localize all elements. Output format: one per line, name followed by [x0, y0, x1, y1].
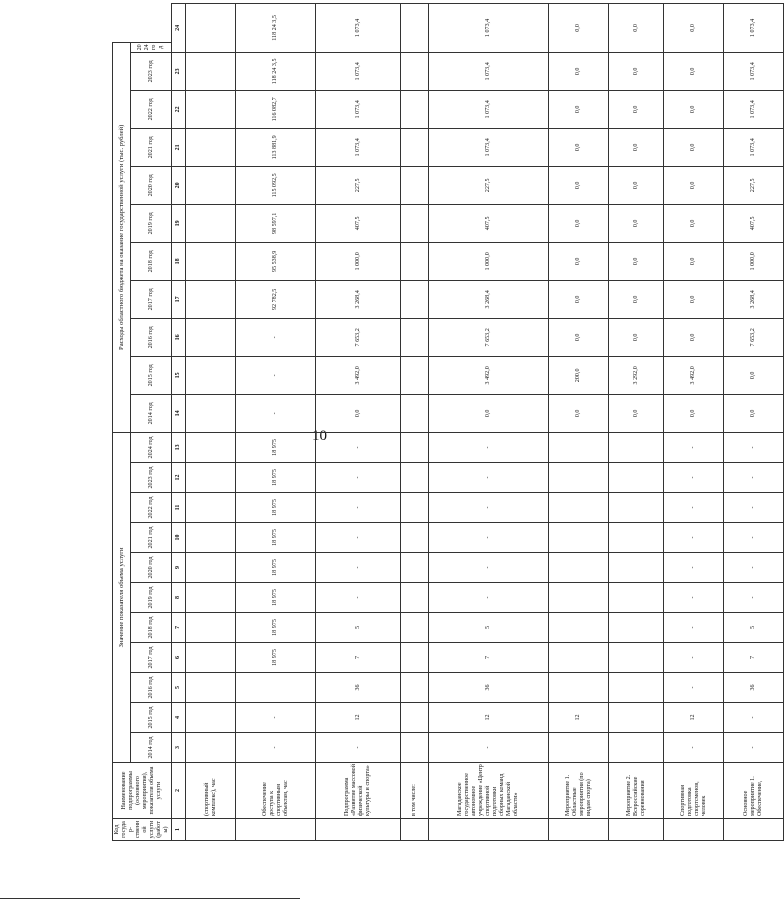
expense-cell: 0,0 [664, 318, 724, 356]
row-code [549, 819, 609, 841]
expense-cell: 113 881,9 [236, 128, 316, 166]
volume-cell: - [724, 703, 784, 733]
row-name: Мероприятие 2. Всероссийские соревнования [609, 763, 664, 819]
volume-cell: 7 [429, 643, 549, 673]
volume-cell: - [429, 432, 549, 462]
expense-cell [186, 90, 236, 128]
expense-cell: 227,5 [316, 166, 401, 204]
expense-cell: 92 782,5 [236, 280, 316, 318]
expense-cell: 0,0 [549, 166, 609, 204]
expense-cell: - [236, 394, 316, 432]
expense-year-header: 2015 год [131, 356, 172, 394]
expense-cell [401, 166, 429, 204]
expense-cell: 0,0 [549, 394, 609, 432]
expense-cell [186, 242, 236, 280]
expense-year-header: 2019 год [131, 204, 172, 242]
volume-cell [609, 613, 664, 643]
volume-cell: - [429, 553, 549, 583]
volume-cell: - [429, 493, 549, 523]
volume-cell: - [429, 523, 549, 553]
row-code [236, 819, 316, 841]
expense-cell: 3 268,4 [316, 280, 401, 318]
volume-year-header: 2016 год [131, 673, 172, 703]
volume-cell [609, 463, 664, 493]
footer-rule [0, 898, 300, 899]
column-number: 4 [172, 703, 186, 733]
expense-year-header: 2023 год [131, 52, 172, 90]
volume-cell: - [664, 613, 724, 643]
volume-cell: - [664, 493, 724, 523]
expense-cell: 0,0 [664, 242, 724, 280]
volume-cell: 18 975 [236, 432, 316, 462]
volume-cell: 5 [724, 613, 784, 643]
column-number: 1 [172, 819, 186, 841]
expense-cell: 1 000,0 [429, 242, 549, 280]
volume-cell [549, 643, 609, 673]
volume-cell [186, 493, 236, 523]
expense-cell: 98 597,1 [236, 204, 316, 242]
column-number: 23 [172, 52, 186, 90]
expense-cell: 227,5 [724, 166, 784, 204]
volume-cell: - [236, 703, 316, 733]
expense-cell: 407,5 [724, 204, 784, 242]
column-number: 7 [172, 613, 186, 643]
volume-cell [549, 673, 609, 703]
column-number: 20 [172, 166, 186, 204]
expense-cell: 3 492,0 [429, 356, 549, 394]
expense-cell: 1 073,4 [429, 128, 549, 166]
volume-cell: - [664, 432, 724, 462]
volume-cell: 12 [549, 703, 609, 733]
expense-cell: 3 268,4 [429, 280, 549, 318]
volume-cell: 7 [724, 643, 784, 673]
column-number: 11 [172, 493, 186, 523]
expense-year-header: 2014 год [131, 394, 172, 432]
table-row [401, 4, 429, 841]
expense-cell [401, 356, 429, 394]
column-number: 5 [172, 673, 186, 703]
expense-cell [186, 52, 236, 90]
expense-cell: 1 073,4 [724, 128, 784, 166]
volume-year-header: 2019 год [131, 583, 172, 613]
volume-cell [401, 432, 429, 462]
expense-cell: 200,0 [549, 356, 609, 394]
expense-cell: 0,0 [609, 166, 664, 204]
volume-cell: 5 [429, 613, 549, 643]
expense-cell: 0,0 [609, 280, 664, 318]
expense-cell: 7 653,2 [724, 318, 784, 356]
volume-cell: 18 975 [236, 553, 316, 583]
header-volume-group: Значение показателя объема услуги [113, 432, 131, 762]
expense-cell: 0,0 [609, 394, 664, 432]
volume-cell: - [316, 432, 401, 462]
volume-cell: - [664, 583, 724, 613]
row-name: Магаданское государственное автономное учреждение «Центр спортивной подготовки сборных команд Магаданской области» [429, 763, 549, 819]
column-number: 12 [172, 463, 186, 493]
column-number: 24 [172, 4, 186, 53]
expense-cell: 0,0 [609, 52, 664, 90]
table-row [236, 4, 316, 841]
expense-cell: 0,0 [609, 90, 664, 128]
expense-cell: 1 073,4 [316, 52, 401, 90]
table-row [186, 4, 236, 841]
expense-cell [401, 204, 429, 242]
expense-cell: 116 082,7 [236, 90, 316, 128]
column-number: 2 [172, 763, 186, 819]
expense-cell [401, 394, 429, 432]
volume-cell [549, 733, 609, 763]
volume-cell: 12 [429, 703, 549, 733]
volume-cell: - [664, 673, 724, 703]
volume-cell [549, 583, 609, 613]
expense-cell [401, 242, 429, 280]
column-number: 9 [172, 553, 186, 583]
row-name: Основное мероприятие 1. Обеспечение, [724, 763, 784, 819]
row-name: Подпрограмма «Развитие массовой физической культуры и спорта» [316, 763, 401, 819]
volume-year-header: 2018 год [131, 613, 172, 643]
expense-cell: 0,0 [609, 4, 664, 53]
volume-cell: - [724, 432, 784, 462]
expense-cell: 0,0 [549, 90, 609, 128]
expense-cell: 3 492,0 [664, 356, 724, 394]
expense-cell: 0,0 [609, 128, 664, 166]
volume-cell: - [316, 733, 401, 763]
volume-cell [609, 643, 664, 673]
row-code [724, 819, 784, 841]
volume-cell [186, 673, 236, 703]
expense-cell: 1 073,4 [316, 90, 401, 128]
column-number: 8 [172, 583, 186, 613]
volume-cell [609, 493, 664, 523]
header-code: Код государ-ственной услуги (работы) [113, 819, 172, 841]
volume-cell: 18 975 [236, 643, 316, 673]
volume-cell: - [316, 523, 401, 553]
header-name: Наименование подпрограммы (основного мероприятия), показателя объема услуги [113, 763, 172, 819]
volume-cell: - [724, 553, 784, 583]
expense-cell: 0,0 [724, 356, 784, 394]
table-row [609, 4, 664, 841]
column-number: 3 [172, 733, 186, 763]
expense-cell [401, 280, 429, 318]
expense-cell: 0,0 [724, 394, 784, 432]
row-code [401, 819, 429, 841]
volume-cell [186, 703, 236, 733]
volume-cell: - [429, 463, 549, 493]
expense-cell: 3 492,0 [316, 356, 401, 394]
volume-year-header: 2015 год [131, 703, 172, 733]
volume-cell [549, 553, 609, 583]
expense-cell: 1 000,0 [316, 242, 401, 280]
volume-cell [549, 613, 609, 643]
volume-cell: - [429, 583, 549, 613]
volume-cell: - [724, 523, 784, 553]
expense-cell: 1 000,0 [724, 242, 784, 280]
expense-cell: 0,0 [549, 280, 609, 318]
table-row [664, 4, 724, 841]
volume-cell [609, 553, 664, 583]
volume-cell: - [664, 643, 724, 673]
volume-year-header: 2014 год [131, 733, 172, 763]
expense-cell [186, 204, 236, 242]
volume-cell [609, 733, 664, 763]
expense-cell: 0,0 [609, 242, 664, 280]
expense-cell: 0,0 [664, 128, 724, 166]
expense-cell: 3 292,0 [609, 356, 664, 394]
expense-year-header: 2020 год [131, 166, 172, 204]
volume-year-header: 2024 год [131, 432, 172, 462]
expense-year-header: 2022 год [131, 90, 172, 128]
volume-cell: 7 [316, 643, 401, 673]
expense-cell: 407,5 [429, 204, 549, 242]
expense-cell: - [236, 356, 316, 394]
expense-cell: 7 653,2 [316, 318, 401, 356]
expense-cell: 1 073,4 [724, 4, 784, 53]
volume-cell: 5 [316, 613, 401, 643]
volume-year-header: 2022 год [131, 493, 172, 523]
volume-cell: - [664, 463, 724, 493]
expense-cell [186, 166, 236, 204]
expense-cell: 1 073,4 [724, 90, 784, 128]
volume-cell [401, 553, 429, 583]
expense-cell: 118 24 3,5 [236, 52, 316, 90]
expense-cell: 95 538,9 [236, 242, 316, 280]
volume-cell [401, 493, 429, 523]
expense-cell [401, 52, 429, 90]
expense-cell: 0,0 [664, 52, 724, 90]
column-number: 13 [172, 432, 186, 462]
expense-cell [186, 394, 236, 432]
expense-cell: 115 092,5 [236, 166, 316, 204]
volume-cell: 18 975 [236, 463, 316, 493]
expense-cell: 0,0 [664, 280, 724, 318]
column-number: 22 [172, 90, 186, 128]
volume-cell: - [316, 553, 401, 583]
expense-cell: 1 073,4 [429, 52, 549, 90]
volume-cell [186, 643, 236, 673]
expense-cell: 0,0 [609, 204, 664, 242]
volume-cell: - [236, 733, 316, 763]
volume-cell [401, 643, 429, 673]
expense-cell: 227,5 [429, 166, 549, 204]
volume-cell [549, 523, 609, 553]
volume-cell: 12 [664, 703, 724, 733]
volume-cell: - [724, 583, 784, 613]
volume-cell [401, 613, 429, 643]
services-table [112, 3, 784, 841]
volume-cell [401, 733, 429, 763]
row-code [186, 819, 236, 841]
volume-cell [609, 673, 664, 703]
expense-cell: 1 073,4 [316, 128, 401, 166]
volume-cell: - [724, 463, 784, 493]
volume-cell [186, 553, 236, 583]
expense-cell: 0,0 [664, 394, 724, 432]
expense-cell: 0,0 [664, 4, 724, 53]
expense-cell: 0,0 [664, 166, 724, 204]
column-number: 17 [172, 280, 186, 318]
expense-cell [186, 280, 236, 318]
expense-year-header: 2016 год [131, 318, 172, 356]
table-row [549, 4, 609, 841]
volume-year-header: 2023 год [131, 463, 172, 493]
volume-cell: - [724, 493, 784, 523]
volume-cell [401, 583, 429, 613]
expense-cell: 0,0 [429, 394, 549, 432]
volume-cell: - [316, 493, 401, 523]
row-name: Спортивная подготовка спортсменов, человек [664, 763, 724, 819]
header-expense-group: Расходы областного бюджета на оказание государственной услуги (тыс. рублей) [113, 42, 131, 432]
expense-cell: - [236, 318, 316, 356]
volume-cell: 36 [724, 673, 784, 703]
expense-cell: 0,0 [609, 318, 664, 356]
row-code [664, 819, 724, 841]
expense-cell: 3 268,4 [724, 280, 784, 318]
table-row [429, 4, 549, 841]
volume-cell: 18 975 [236, 523, 316, 553]
expense-year-header: 2024 год [131, 42, 172, 52]
expense-cell [401, 128, 429, 166]
column-number: 19 [172, 204, 186, 242]
expense-cell: 0,0 [549, 52, 609, 90]
volume-cell: - [724, 733, 784, 763]
expense-cell: 0,0 [549, 318, 609, 356]
volume-cell [401, 703, 429, 733]
landscape-table-sheet [112, 3, 763, 841]
volume-year-header: 2017 год [131, 643, 172, 673]
volume-cell [401, 523, 429, 553]
expense-cell: 1 073,4 [316, 4, 401, 53]
volume-cell: - [664, 553, 724, 583]
expense-cell: 0,0 [549, 4, 609, 53]
volume-cell: 18 975 [236, 583, 316, 613]
expense-cell [186, 318, 236, 356]
page-number: 10 [312, 428, 327, 444]
column-number: 21 [172, 128, 186, 166]
column-number: 14 [172, 394, 186, 432]
volume-cell [401, 463, 429, 493]
expense-cell [401, 318, 429, 356]
volume-cell: 36 [429, 673, 549, 703]
expense-cell: 0,0 [549, 242, 609, 280]
expense-cell: 0,0 [664, 90, 724, 128]
expense-year-header: 2017 год [131, 280, 172, 318]
volume-cell [186, 583, 236, 613]
row-name: Обеспечение доступа к спортивным объектам, час [236, 763, 316, 819]
expense-cell [186, 128, 236, 166]
volume-cell [609, 583, 664, 613]
expense-cell: 0,0 [316, 394, 401, 432]
expense-cell [401, 4, 429, 53]
volume-cell [236, 673, 316, 703]
volume-cell [186, 432, 236, 462]
volume-cell: 36 [316, 673, 401, 703]
column-number: 6 [172, 643, 186, 673]
expense-year-header: 2021 год [131, 128, 172, 166]
row-name: (спортивный комплекс), час [186, 763, 236, 819]
column-number: 10 [172, 523, 186, 553]
volume-year-header: 2020 год [131, 553, 172, 583]
expense-cell: 0,0 [549, 128, 609, 166]
row-name: в том числе: [401, 763, 429, 819]
row-code [316, 819, 401, 841]
volume-cell [186, 523, 236, 553]
expense-cell [186, 4, 236, 53]
expense-cell: 1 073,4 [724, 52, 784, 90]
column-number: 15 [172, 356, 186, 394]
volume-cell [609, 703, 664, 733]
expense-cell: 7 653,2 [429, 318, 549, 356]
volume-cell [401, 673, 429, 703]
volume-cell [549, 432, 609, 462]
volume-cell [609, 432, 664, 462]
volume-cell: 18 975 [236, 493, 316, 523]
volume-cell: 18 975 [236, 613, 316, 643]
volume-cell [186, 613, 236, 643]
expense-cell: 1 073,4 [429, 4, 549, 53]
expense-cell: 118 24 3,5 [236, 4, 316, 53]
expense-cell [401, 90, 429, 128]
volume-cell: - [316, 463, 401, 493]
column-number: 18 [172, 242, 186, 280]
expense-cell [186, 356, 236, 394]
volume-cell: - [429, 733, 549, 763]
volume-cell [186, 733, 236, 763]
volume-cell [609, 523, 664, 553]
volume-cell: - [664, 733, 724, 763]
volume-cell [549, 493, 609, 523]
row-code [609, 819, 664, 841]
volume-cell: - [316, 583, 401, 613]
table-row [316, 4, 401, 841]
table-row [724, 4, 784, 841]
column-number: 16 [172, 318, 186, 356]
expense-cell: 0,0 [664, 204, 724, 242]
volume-cell [549, 463, 609, 493]
volume-year-header: 2021 год [131, 523, 172, 553]
expense-year-header: 2018 год [131, 242, 172, 280]
volume-cell [186, 463, 236, 493]
expense-cell: 1 073,4 [429, 90, 549, 128]
row-code [429, 819, 549, 841]
expense-cell: 0,0 [549, 204, 609, 242]
expense-cell: 407,5 [316, 204, 401, 242]
volume-cell: 12 [316, 703, 401, 733]
volume-cell: - [664, 523, 724, 553]
row-name: Мероприятие 1. Областные мероприятия (по видам спорта) [549, 763, 609, 819]
